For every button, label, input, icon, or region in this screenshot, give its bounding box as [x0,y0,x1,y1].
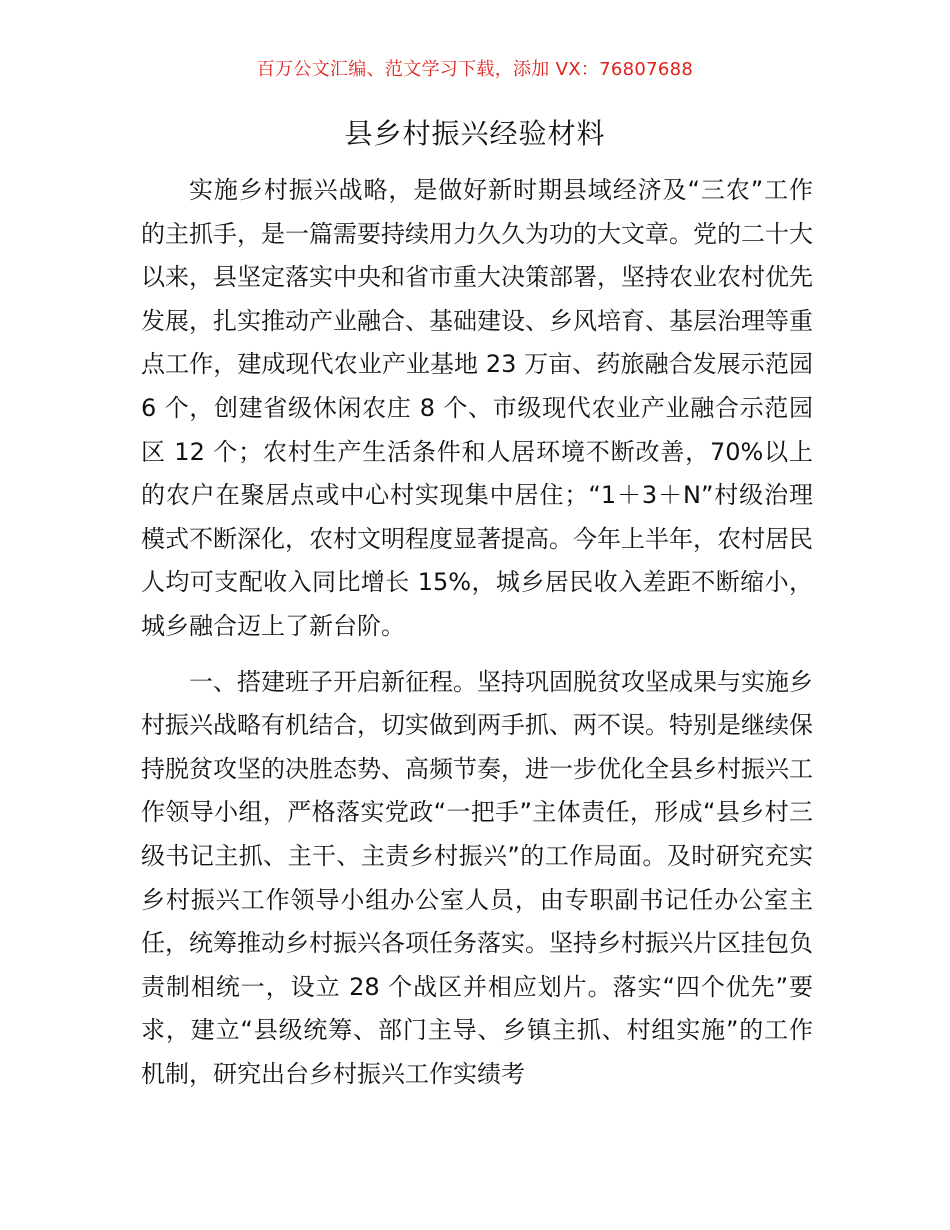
header-contact-note: 百万公文汇编、范文学习下载，添加 VX：76807688 [256,59,694,80]
paragraph-intro: 实施乡村振兴战略，是做好新时期县域经济及“三农”工作的主抓手，是一篇需要持续用力久久为功的大文章。党的二十大以来，县坚定落实中央和省市重大决策部署，坚持农业农村优先发展，扎实推动产业融合、基础建设、乡风培育、基层治理等重点工作，建成现代农业产业基地 23 万亩、药旅融合发展示范园 6 个，创建省级休闲农庄 8 个、市级现代农业产业融合示范园区 12 个；农村生产生活条件和人居环境不断改善，70%以上的农户在聚居点或中心村实现集中居住；“1＋3＋N”村级治理模式不断深化，农村文明程度显著提高。今年上半年，农村居民人均可支配收入同比增长 15%，城乡居民收入差距不断缩小，城乡融合迈上了新台阶。 [141,176,813,640]
document-body [141,169,813,1096]
paragraph-section-one: 一、搭建班子开启新征程。坚持巩固脱贫攻坚成果与实施乡村振兴战略有机结合，切实做到两手抓、两不误。特别是继续保持脱贫攻坚的决胜态势、高频节奏，进一步优化全县乡村振兴工作领导小组，严格落实党政“一把手”主体责任，形成“县乡村三级书记主抓、主干、主责乡村振兴”的工作局面。及时研究充实乡村振兴工作领导小组办公室人员，由专职副书记任办公室主任，统筹推动乡村振兴各项任务落实。坚持乡村振兴片区挂包负责制相统一，设立 28 个战区并相应划片。落实“四个优先”要求，建立“县级统筹、部门主导、乡镇主抓、村组实施”的工作机制，研究出台乡村振兴工作实绩考 [141,667,813,1088]
document-title: 县乡村振兴经验材料 [344,117,606,150]
